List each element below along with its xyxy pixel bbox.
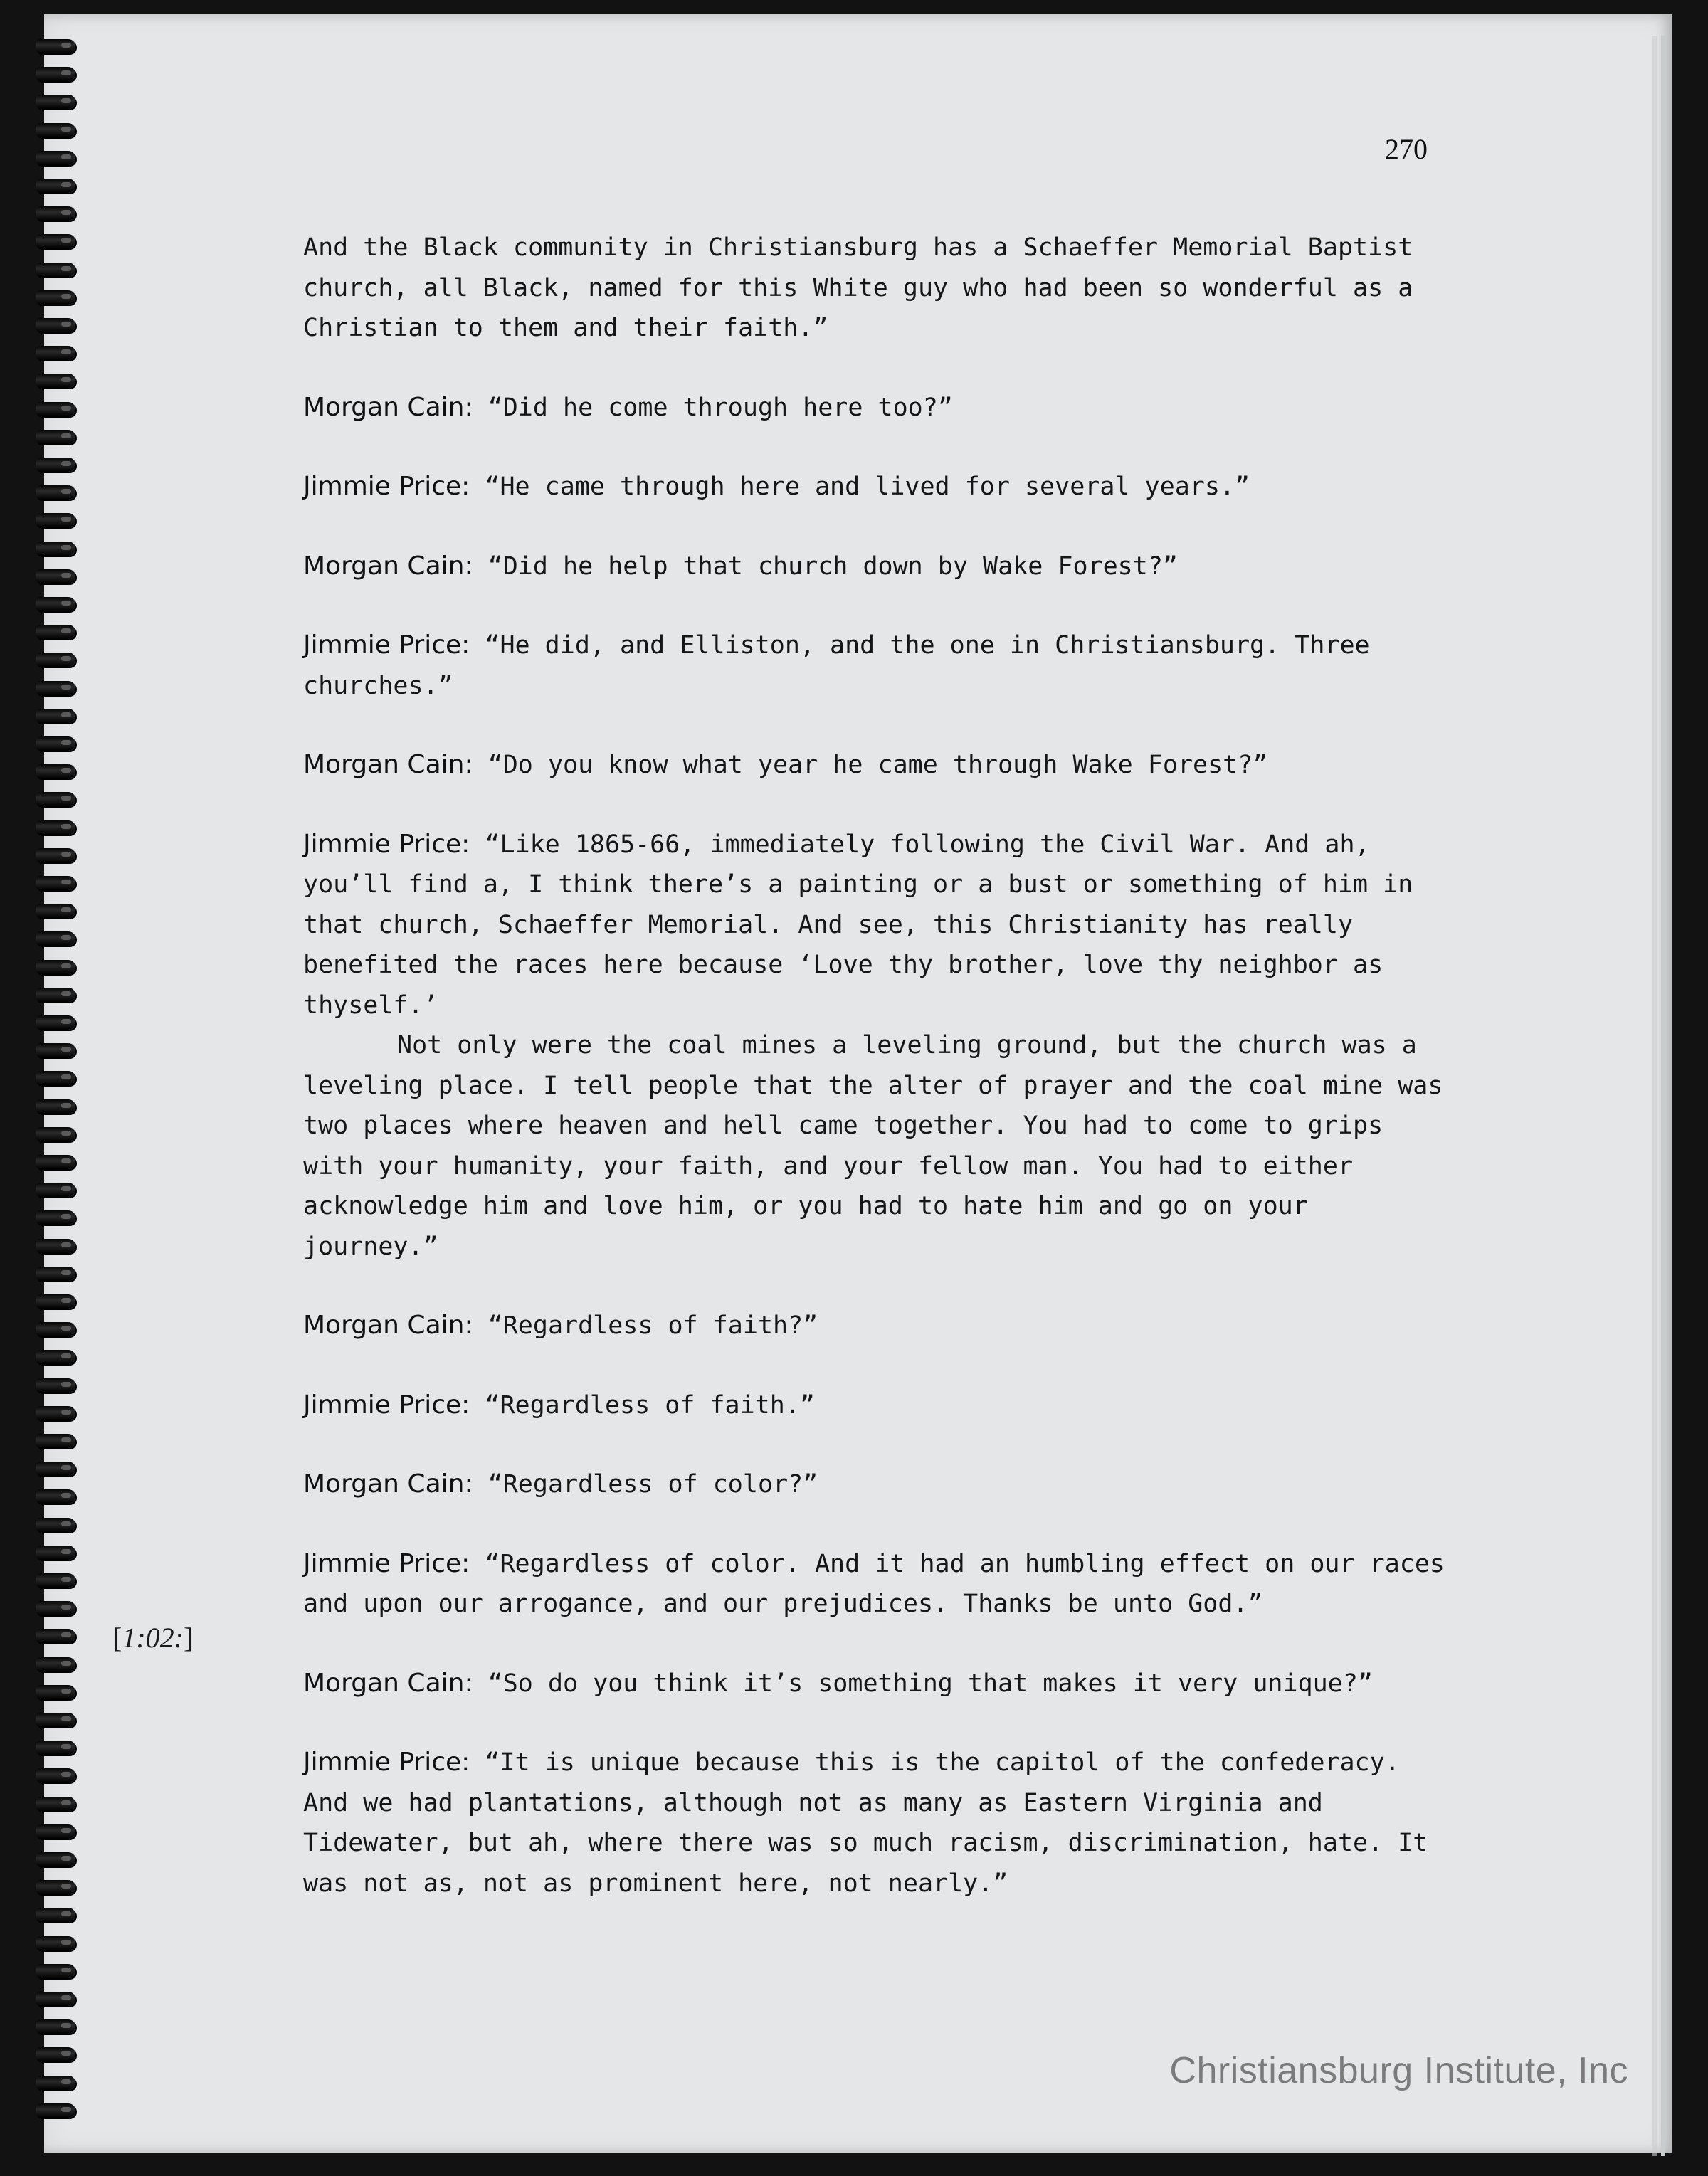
paragraph-text: “It is unique because this is the capitol of the confederacy. And we had plantations, although not as many as Eastern Virginia and Tidewater, but ah, where there was so much racism, discrimination, hate. It was not as, not as prominent here, not nearly.”: [303, 1748, 1428, 1898]
binding-coil: [36, 1434, 75, 1448]
speaker-label: Morgan Cain:: [303, 1469, 473, 1499]
binding-coil: [36, 263, 75, 277]
speaker-label: Jimmie Price:: [303, 1390, 470, 1420]
binding-coil: [36, 1322, 75, 1336]
binding-coil: [36, 1992, 75, 2006]
binding-coil: [36, 95, 75, 109]
paragraph-text: “Regardless of faith.”: [485, 1390, 815, 1420]
binding-coil: [36, 1797, 75, 1811]
binding-coil: [36, 2103, 75, 2118]
binding-coil: [36, 653, 75, 667]
binding-coil: [36, 1518, 75, 1532]
timestamp-marker: [1:02:]: [112, 1622, 194, 1654]
binding-coil: [36, 597, 75, 611]
binding-coil: [36, 1294, 75, 1309]
paragraph: [303, 1544, 1456, 1625]
paragraph-text: “Did he help that church down by Wake Forest?”: [487, 551, 1178, 581]
binding-coil: [36, 1741, 75, 1755]
paragraph: [303, 1464, 1456, 1505]
binding-coil: [36, 402, 75, 416]
paragraph-text: “Did he come through here too?”: [487, 393, 953, 422]
binding-coil: [36, 1099, 75, 1114]
binding-coil: [36, 2047, 75, 2061]
binding-coil: [36, 1043, 75, 1057]
paragraph-text: “Regardless of color?”: [487, 1470, 818, 1499]
binding-coil: [36, 151, 75, 165]
paragraph: [303, 388, 1456, 428]
speaker-label: Morgan Cain:: [303, 1311, 473, 1340]
paragraph-text: “So do you think it’s something that makes it very unique?”: [487, 1669, 1373, 1698]
binding-coil: [36, 1713, 75, 1727]
page-edge: [1661, 36, 1665, 2156]
binding-coil: [36, 67, 75, 81]
binding-coil: [36, 458, 75, 472]
binding-coil: [36, 988, 75, 1002]
paragraph: [303, 1025, 1456, 1267]
binding-coil: [36, 1936, 75, 1950]
speaker-label: Jimmie Price:: [303, 1748, 470, 1777]
binding-coil: [36, 290, 75, 305]
binding-coil: [36, 1267, 75, 1281]
binding-coil: [36, 206, 75, 221]
binding-coil: [36, 1657, 75, 1671]
binding-coil: [36, 1378, 75, 1393]
paragraph: [303, 467, 1456, 507]
binding-coil: [36, 1964, 75, 1978]
binding-coil: [36, 1852, 75, 1866]
binding-coil: [36, 1685, 75, 1699]
binding-coil: [36, 1071, 75, 1085]
binding-coil: [36, 709, 75, 723]
paragraph: [303, 1385, 1456, 1426]
paragraph: [303, 228, 1456, 349]
paragraph-text: “Regardless of color. And it had an humbling effect on our races and upon our arrogance, and our prejudices. Thanks be unto God.”: [303, 1549, 1445, 1618]
speaker-label: Morgan Cain:: [303, 392, 473, 422]
speaker-label: Jimmie Price:: [303, 1548, 470, 1578]
binding-coil: [36, 542, 75, 556]
binding-coil: [36, 1183, 75, 1197]
speaker-label: Morgan Cain:: [303, 750, 473, 779]
binding-coil: [36, 1908, 75, 1922]
binding-coil: [36, 123, 75, 137]
paragraph: [303, 825, 1456, 1026]
paragraph: [303, 745, 1456, 786]
binding-coil: [36, 1880, 75, 1894]
binding-coil: [36, 681, 75, 695]
binding-coil: [36, 848, 75, 862]
binding-coil: [36, 234, 75, 248]
binding-coil: [36, 1489, 75, 1504]
paragraph-text: “Like 1865-66, immediately following the Civil War. And ah, you’ll find a, I think there’s a painting or a bust or something of him in that church, Schaeffer Memorial. And see, this Christianity has really benefited the races here because ‘Love thy brother, love thy neighbor as thyself.’: [303, 830, 1413, 1020]
page-number: 270: [1385, 133, 1428, 165]
paragraph-text: And the Black community in Christiansburg has a Schaeffer Memorial Baptist church, all Black, named for this White guy who had been so wonderful as a Christian to them and their faith.”: [303, 233, 1413, 342]
paragraph: [303, 1306, 1456, 1346]
binding-coil: [36, 1629, 75, 1643]
binding-coil: [36, 764, 75, 778]
binding-coil: [36, 1462, 75, 1476]
spiral-binding: [36, 39, 81, 2145]
paragraph: [303, 1664, 1456, 1704]
speaker-label: Jimmie Price:: [303, 829, 470, 859]
paragraph: [303, 1743, 1456, 1903]
binding-coil: [36, 625, 75, 639]
binding-coil: [36, 485, 75, 500]
paragraph-text: Not only were the coal mines a leveling ground, but the church was a leveling place. I tell people that the alter of prayer and the coal mine was two places where heaven and hell came together. You had to come to grips with your humanity, your faith, and your fellow man. You had to either acknowledge him and love him, or you had to hate him and go on your journey.”: [303, 1031, 1443, 1261]
binding-coil: [36, 39, 75, 53]
binding-coil: [36, 820, 75, 835]
binding-coil: [36, 1546, 75, 1560]
binding-coil: [36, 569, 75, 583]
paragraph-text: “Do you know what year he came through Wake Forest?”: [487, 751, 1268, 779]
binding-coil: [36, 1601, 75, 1615]
timestamp-value: 1:02:: [122, 1622, 184, 1654]
binding-coil: [36, 430, 75, 444]
binding-coil: [36, 2019, 75, 2034]
binding-coil: [36, 1573, 75, 1588]
paragraph: [303, 546, 1456, 587]
binding-coil: [36, 1127, 75, 1141]
binding-coil: [36, 1824, 75, 1839]
binding-coil: [36, 1155, 75, 1169]
binding-coil: [36, 1406, 75, 1420]
binding-coil: [36, 1350, 75, 1364]
transcript-body: [303, 228, 1456, 1943]
binding-coil: [36, 1210, 75, 1225]
paragraph-text: “Regardless of faith?”: [487, 1311, 818, 1340]
speaker-label: Jimmie Price:: [303, 472, 470, 501]
paragraph-text: “He came through here and lived for several years.”: [485, 472, 1250, 501]
binding-coil: [36, 904, 75, 918]
binding-coil: [36, 513, 75, 527]
binding-coil: [36, 931, 75, 946]
binding-coil: [36, 1239, 75, 1253]
binding-coil: [36, 736, 75, 751]
speaker-label: Morgan Cain:: [303, 551, 473, 581]
paragraph-text: “He did, and Elliston, and the one in Christiansburg. Three churches.”: [303, 631, 1370, 700]
binding-coil: [36, 346, 75, 360]
binding-coil: [36, 318, 75, 332]
speaker-label: Jimmie Price:: [303, 630, 470, 660]
page-edge: [1652, 36, 1657, 2156]
binding-coil: [36, 792, 75, 806]
paragraph: [303, 625, 1456, 706]
binding-coil: [36, 960, 75, 974]
binding-coil: [36, 876, 75, 890]
binding-coil: [36, 1768, 75, 1782]
binding-coil: [36, 374, 75, 388]
binding-coil: [36, 2076, 75, 2090]
speaker-label: Morgan Cain:: [303, 1668, 473, 1698]
binding-coil: [36, 1015, 75, 1030]
binding-coil: [36, 179, 75, 193]
watermark: Christiansburg Institute, Inc: [1169, 2050, 1628, 2091]
